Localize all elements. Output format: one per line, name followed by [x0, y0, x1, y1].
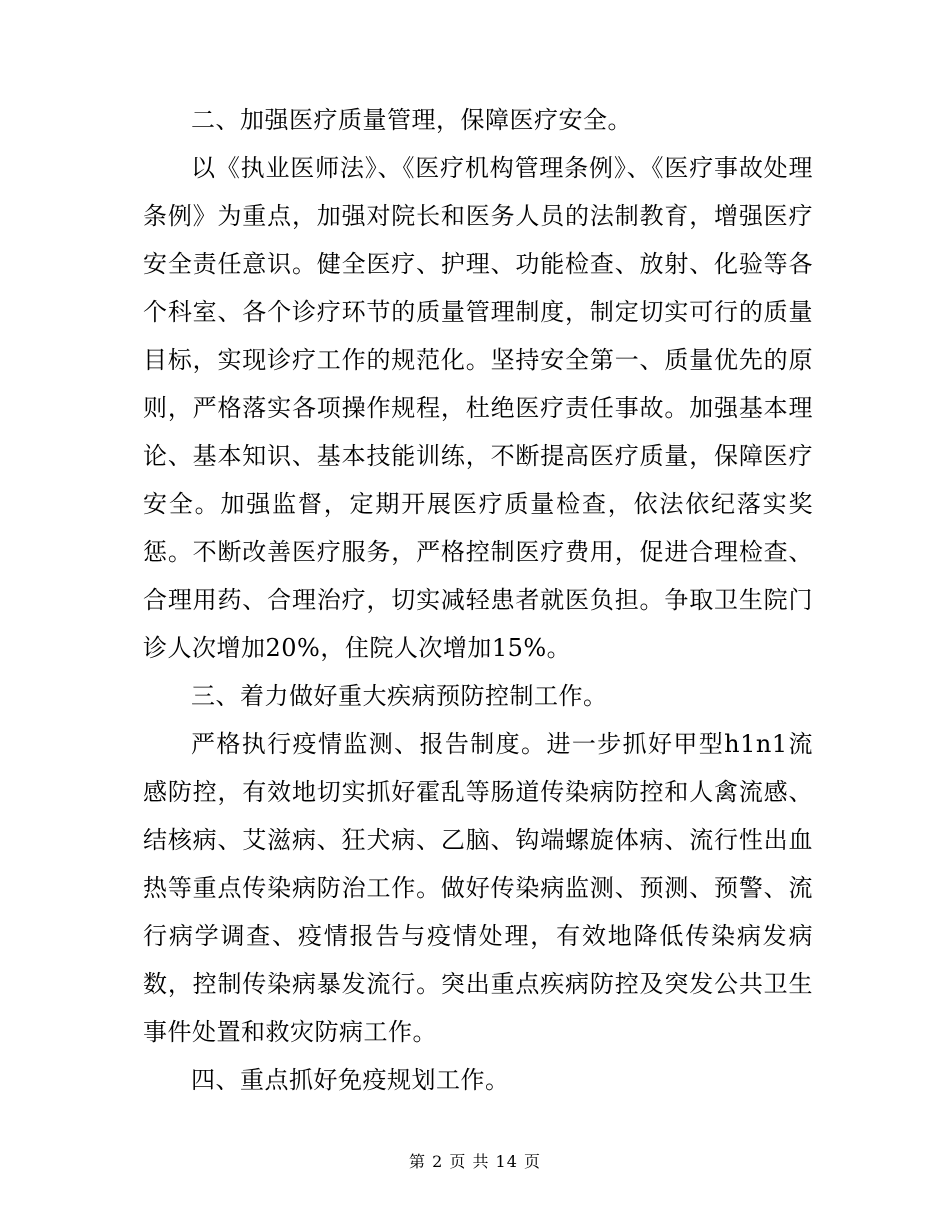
- document-body: [143, 96, 813, 1104]
- section-heading-disease-prevention: 三、着力做好重大疾病预防控制工作。: [191, 682, 608, 710]
- paragraph-disease-prevention: 严格执行疫情监测、报告制度。进一步抓好甲型h1n1流感防控，有效地切实抓好霍乱等肠道传染病防控和人禽流感、结核病、艾滋病、狂犬病、乙脑、钩端螺旋体病、流行性出血热等重点传染病防治工作。做好传染病监测、预测、预警、流行病学调查、疫情报告与疫情处理，有效地降低传染病发病数，控制传染病暴发流行。突出重点疾病防控及突发公共卫生事件处置和救灾防病工作。: [143, 730, 813, 1046]
- section-heading-immunization: 四、重点抓好免疫规划工作。: [191, 1066, 510, 1094]
- page-number-footer: 第 2 页 共 14 页: [409, 1152, 541, 1171]
- paragraph-medical-quality: 以《执业医师法》、《医疗机构管理条例》、《医疗事故处理条例》为重点，加强对院长和医务人员的法制教育，增强医疗安全责任意识。健全医疗、护理、功能检查、放射、化验等各个科室、各个诊疗环节的质量管理制度，制定切实可行的质量目标，实现诊疗工作的规范化。坚持安全第一、质量优先的原则，严格落实各项操作规程，杜绝医疗责任事故。加强基本理论、基本知识、基本技能训练，不断提高医疗质量，保障医疗安全。加强监督，定期开展医疗质量检查，依法依纪落实奖惩。不断改善医疗服务，严格控制医疗费用，促进合理检查、合理用药、合理治疗，切实减轻患者就医负担。争取卫生院门诊人次增加20%，住院人次增加15%。: [143, 154, 813, 662]
- section-heading-medical-quality: 二、加强医疗质量管理，保障医疗安全。: [191, 106, 632, 134]
